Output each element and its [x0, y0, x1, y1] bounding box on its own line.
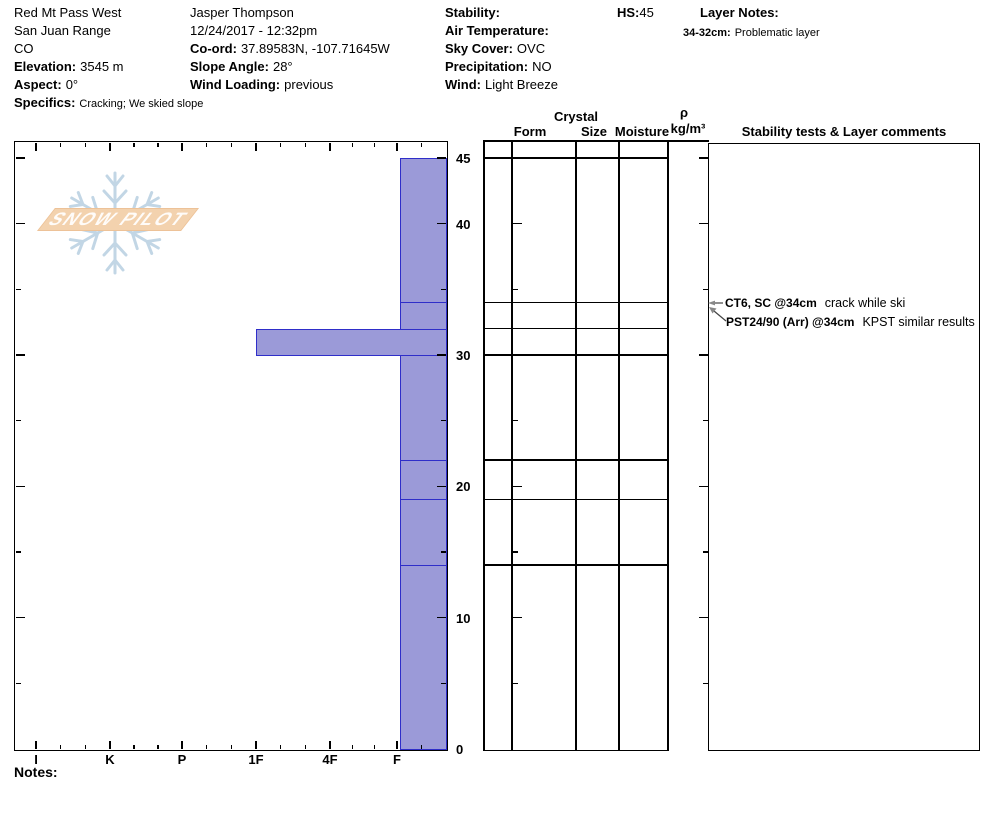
- stability-comments-header: Stability tests & Layer comments: [741, 124, 947, 139]
- table-layer-line: [483, 302, 667, 304]
- table-depth-tick: [699, 617, 708, 619]
- y-axis-label: 10: [456, 610, 471, 626]
- snow-layer-bar: [400, 158, 447, 304]
- x-axis-label: F: [393, 752, 401, 767]
- table-depth-tick: [699, 354, 708, 356]
- x-axis-tick: [305, 745, 307, 749]
- x-axis-tick: [181, 143, 183, 151]
- y-axis-label: 0: [456, 742, 464, 757]
- y-axis-tick: [437, 354, 446, 356]
- y-axis-tick: [16, 157, 25, 159]
- stability-field: Stability:: [445, 5, 500, 20]
- y-axis-tick: [16, 551, 21, 553]
- table-depth-tick: [703, 683, 708, 685]
- elevation-field: Elevation: 3545 m: [14, 59, 124, 74]
- y-axis-label: 45: [456, 151, 471, 166]
- stability-comments-box: [708, 143, 980, 751]
- table-layer-line: [483, 354, 667, 356]
- stability-test-ct: CT6, SC @34cm crack while ski: [725, 296, 906, 310]
- range-name: San Juan Range: [14, 23, 111, 38]
- x-axis-label: P: [177, 752, 187, 767]
- snow-layer-bar: [400, 460, 447, 501]
- sky-cover-field: Sky Cover: OVC: [445, 41, 546, 56]
- x-axis-tick: [280, 143, 282, 147]
- x-axis-tick: [305, 143, 307, 147]
- observer-name: Jasper Thompson: [190, 5, 294, 20]
- x-axis-tick: [206, 745, 208, 749]
- x-axis-label: 4F: [322, 752, 338, 767]
- x-axis-tick: [421, 745, 423, 749]
- y-axis-tick: [441, 551, 446, 553]
- x-axis-label: 1F: [248, 752, 264, 767]
- table-layer-line: [483, 459, 667, 461]
- x-axis-tick: [352, 745, 354, 749]
- x-axis-label: K: [105, 752, 115, 767]
- x-axis-tick: [374, 143, 376, 147]
- x-axis-label: I: [34, 752, 38, 767]
- x-axis-tick: [133, 745, 135, 749]
- y-axis-tick: [16, 420, 21, 422]
- x-axis-tick: [374, 745, 376, 749]
- table-depth-tick: [699, 157, 708, 159]
- x-axis-tick: [352, 143, 354, 147]
- x-axis-tick: [85, 143, 87, 147]
- x-axis-tick: [157, 143, 159, 147]
- wind-field: Wind: Light Breeze: [445, 77, 558, 92]
- x-axis-tick: [60, 143, 62, 147]
- snowpilot-logo-text: SNOW PILOT: [43, 209, 194, 229]
- size-header: Size: [580, 124, 607, 139]
- table-depth-tick: [513, 420, 518, 422]
- aspect-field: Aspect: 0°: [14, 77, 79, 92]
- x-axis-tick: [255, 741, 257, 749]
- snow-layer-bar: [400, 499, 447, 566]
- x-axis-tick: [109, 143, 111, 151]
- x-axis-tick: [109, 741, 111, 749]
- table-depth-tick: [703, 551, 708, 553]
- table-depth-tick: [513, 683, 518, 685]
- y-axis-tick: [16, 617, 25, 619]
- table-depth-tick: [703, 420, 708, 422]
- x-axis-tick: [396, 143, 398, 151]
- table-layer-line: [483, 328, 667, 330]
- slope-angle-field: Slope Angle: 28°: [190, 59, 293, 74]
- table-col-line-size: [575, 140, 577, 751]
- table-top-border: [483, 140, 709, 142]
- table-col-line-moisture: [618, 140, 620, 751]
- table-depth-tick: [699, 223, 708, 225]
- table-depth-tick: [703, 289, 708, 291]
- y-axis-label: 40: [456, 216, 471, 232]
- form-header: Form: [513, 124, 547, 139]
- x-axis-tick: [329, 143, 331, 151]
- observation-datetime: 12/24/2017 - 12:32pm: [190, 23, 318, 38]
- test-pointer-arrows-icon: [700, 295, 740, 327]
- wind-loading-field: Wind Loading: previous: [190, 77, 334, 92]
- snowpilot-logo-banner: [37, 208, 199, 231]
- crystal-header: Crystal: [553, 109, 599, 124]
- table-depth-tick: [513, 551, 518, 553]
- table-layer-line: [483, 564, 667, 566]
- y-axis-tick: [16, 289, 21, 291]
- y-axis-tick: [441, 420, 446, 422]
- x-axis-tick: [329, 741, 331, 749]
- x-axis-tick: [280, 745, 282, 749]
- table-depth-tick: [513, 223, 522, 225]
- y-axis-tick: [437, 223, 446, 225]
- x-axis-tick: [421, 143, 423, 147]
- y-axis-label: 30: [456, 348, 471, 363]
- x-axis-tick: [85, 745, 87, 749]
- layer-note-entry: 34-32cm: Problematic layer: [683, 27, 820, 39]
- table-col-line-form: [511, 140, 513, 751]
- x-axis-tick: [396, 741, 398, 749]
- y-axis-tick: [16, 223, 25, 225]
- y-axis-label: 20: [456, 479, 471, 495]
- table-layer-line: [483, 499, 667, 501]
- x-axis-tick: [206, 143, 208, 147]
- y-axis-tick: [16, 354, 25, 356]
- snow-layer-bar: [400, 302, 447, 330]
- x-axis-tick: [35, 741, 37, 749]
- coordinates-field: Co-ord: 37.89583N, -107.71645W: [190, 41, 390, 56]
- y-axis-tick: [16, 683, 21, 685]
- x-axis-tick: [133, 143, 135, 147]
- air-temperature-field: Air Temperature:: [445, 23, 549, 38]
- layer-notes-title: Layer Notes:: [700, 5, 779, 20]
- table-depth-tick: [513, 289, 518, 291]
- y-axis-tick: [437, 486, 446, 488]
- y-axis-tick: [441, 289, 446, 291]
- x-axis-tick: [35, 143, 37, 151]
- snow-layer-bar: [400, 355, 447, 462]
- x-axis-tick: [255, 143, 257, 151]
- stability-test-pst: PST24/90 (Arr) @34cm KPST similar results: [726, 315, 975, 329]
- site-name: Red Mt Pass West: [14, 5, 122, 20]
- hs-field: HS:45: [617, 5, 654, 20]
- snow-layer-bar: [256, 329, 447, 357]
- density-units-header: kg/m³: [670, 121, 706, 136]
- x-axis-tick: [157, 745, 159, 749]
- y-axis-tick: [437, 617, 446, 619]
- x-axis-tick: [231, 143, 233, 147]
- table-depth-tick: [513, 617, 522, 619]
- x-axis-tick: [231, 745, 233, 749]
- notes-label: Notes:: [14, 764, 58, 780]
- y-axis-tick: [437, 157, 446, 159]
- y-axis-tick: [441, 683, 446, 685]
- x-axis-tick: [181, 741, 183, 749]
- specifics-field: Specifics: Cracking; We skied slope: [14, 95, 204, 110]
- table-layer-line: [483, 157, 667, 159]
- precipitation-field: Precipitation: NO: [445, 59, 552, 74]
- density-symbol-header: ρ: [679, 105, 689, 120]
- table-depth-tick: [699, 486, 708, 488]
- moisture-header: Moisture: [614, 124, 670, 139]
- y-axis-tick: [16, 486, 25, 488]
- table-depth-tick: [513, 486, 522, 488]
- x-axis-tick: [60, 745, 62, 749]
- table-col-line-density: [667, 140, 669, 751]
- state-name: CO: [14, 41, 34, 56]
- snow-layer-bar: [400, 565, 447, 750]
